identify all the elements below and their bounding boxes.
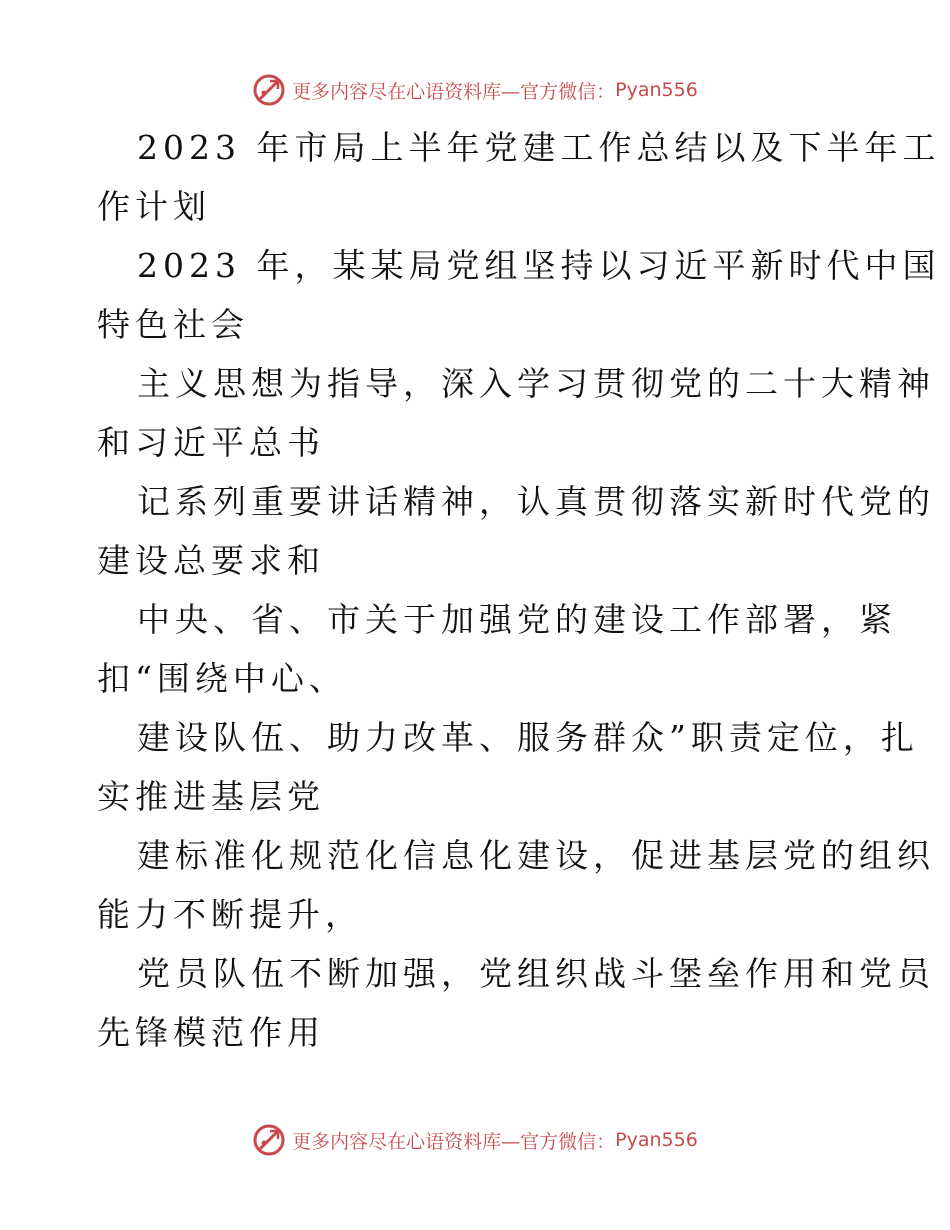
watermark-text: 更多内容尽在心语资料库—官方微信： <box>292 80 616 103</box>
paragraph-8 <box>97 944 935 1062</box>
paragraph-6 <box>97 708 919 826</box>
watermark-handle: Pyan556 <box>615 1129 698 1151</box>
logo-icon <box>252 73 286 107</box>
paragraph-line: 2023 年，某某局党组坚持以习近平新时代中国 <box>137 246 941 285</box>
paragraph-line: 中央、省、市关于加强党的建设工作部署，紧 <box>137 600 897 639</box>
paragraph-line: 记系列重要讲话精神，认真贯彻落实新时代党的 <box>137 482 935 521</box>
paragraph-line: 2023 年市局上半年党建工作总结以及下半年工 <box>137 128 941 167</box>
paragraph-5 <box>97 590 897 708</box>
paragraph-line: 先锋模范作用 <box>97 1013 325 1052</box>
footer-watermark <box>0 1120 950 1160</box>
document-body <box>97 118 941 1062</box>
paragraph-4 <box>97 472 935 590</box>
paragraph-line: 作计划 <box>97 187 211 226</box>
paragraph-1 <box>97 118 941 236</box>
paragraph-line: 实推进基层党 <box>97 777 325 816</box>
logo-icon <box>252 1123 286 1157</box>
paragraph-line: 能力不断提升， <box>97 895 363 934</box>
paragraph-2 <box>97 236 941 354</box>
paragraph-line: 和习近平总书 <box>97 423 325 462</box>
paragraph-line: 主义思想为指导，深入学习贯彻党的二十大精神 <box>137 364 935 403</box>
paragraph-7 <box>97 826 935 944</box>
paragraph-line: 扣“围绕中心、 <box>97 659 347 698</box>
paragraph-line: 特色社会 <box>97 305 249 344</box>
paragraph-line: 党员队伍不断加强，党组织战斗堡垒作用和党员 <box>137 954 935 993</box>
header-watermark <box>0 70 950 110</box>
paragraph-3 <box>97 354 935 472</box>
paragraph-line: 建标准化规范化信息化建设，促进基层党的组织 <box>137 836 935 875</box>
watermark-handle: Pyan556 <box>615 79 698 101</box>
paragraph-line: 建设总要求和 <box>97 541 325 580</box>
paragraph-line: 建设队伍、助力改革、服务群众”职责定位，扎 <box>137 718 919 757</box>
watermark-text: 更多内容尽在心语资料库—官方微信： <box>292 1130 616 1153</box>
